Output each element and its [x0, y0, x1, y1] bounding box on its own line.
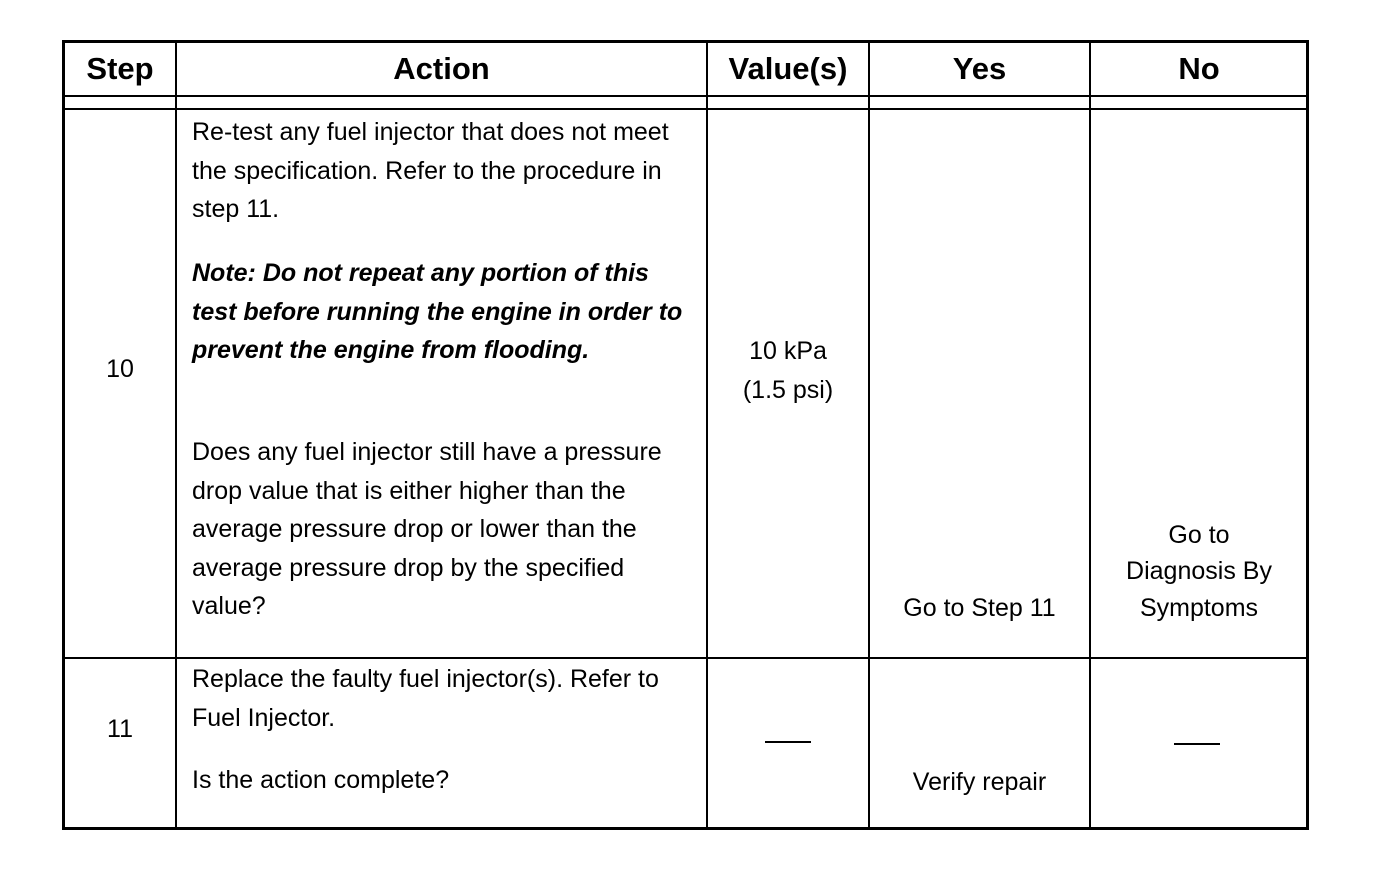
row11-action-question: Is the action complete? [192, 766, 450, 794]
row11-value [708, 725, 868, 764]
row10-action-text: Re-test any fuel injector that does not meet the specification. Refer to the procedure in step 11. [192, 118, 669, 223]
header-no: No [1178, 51, 1220, 86]
row10-step: 10 [106, 355, 134, 383]
row10-no-line3: Symptoms [1139, 594, 1259, 622]
column-divider [175, 43, 177, 827]
header-yes: Yes [952, 51, 1007, 86]
row10-yes: Go to Step 11 [903, 594, 1056, 622]
column-divider [868, 43, 870, 827]
column-divider [1089, 43, 1091, 827]
column-divider [706, 43, 708, 827]
header-values: Value(s) [728, 51, 848, 86]
row11-step: 11 [107, 715, 133, 743]
row11-value-dash [765, 741, 811, 743]
header-action: Action [393, 51, 490, 86]
row11-action-text: Replace the faulty fuel injector(s). Refer to Fuel Injector. [192, 665, 659, 732]
header-step: Step [86, 51, 154, 86]
row10-no-line2: Diagnosis By [1126, 557, 1272, 585]
header-rule-bottom [65, 108, 1306, 110]
row10-action-question: Does any fuel injector still have a pressure drop value that is either higher than the average pressure drop or lower than the average pressure drop by the specified value? [192, 438, 662, 620]
row10-action-note: Note: Do not repeat any portion of this test before running the engine in order to prevent the engine from flooding. [192, 259, 683, 364]
row11-yes: Verify repair [912, 768, 1047, 796]
row10-value-line2: (1.5 psi) [742, 376, 834, 404]
header-rule-top [65, 95, 1306, 97]
row10-value-line1: 10 kPa [749, 337, 827, 365]
row-divider [65, 657, 1306, 659]
diagnostic-table [62, 40, 1309, 830]
row11-no-dash [1174, 743, 1220, 745]
row10-no-line1: Go to [1168, 521, 1230, 549]
